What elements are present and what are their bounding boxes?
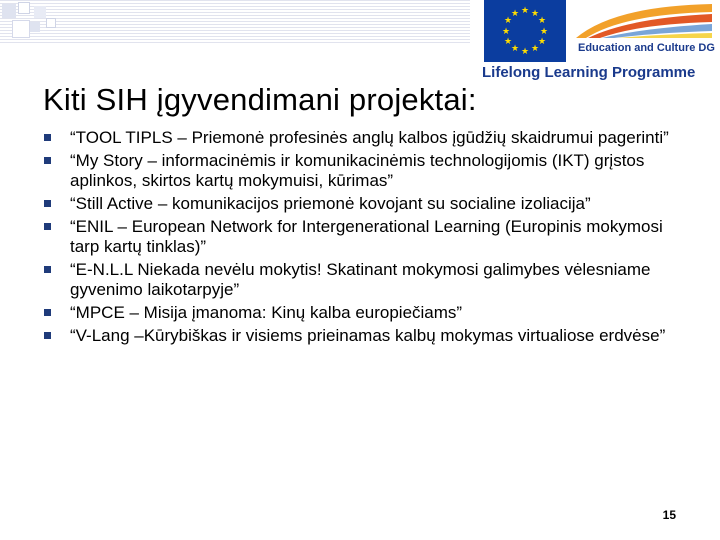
square-bullet-icon (44, 266, 51, 273)
page-number: 15 (662, 508, 676, 522)
list-item-text: “MPCE – Misija įmanoma: Kinų kalba europiečiams” (70, 303, 463, 322)
dg-label: Education and Culture DG (578, 42, 715, 54)
list-item (44, 303, 684, 323)
square-bullet-icon (44, 332, 51, 339)
square-bullet-icon (44, 223, 51, 230)
list-item-text: “Still Active – komunikacijos priemonė kovojant su socialine izoliacija” (70, 194, 591, 213)
svg-text:★: ★ (520, 47, 530, 57)
programme-label: Lifelong Learning Programme (482, 64, 696, 81)
programme-ribbon-logo (574, 0, 714, 40)
square-bullet-icon (44, 157, 51, 164)
svg-text:★: ★ (537, 37, 547, 47)
list-item-text: “V-Lang –Kūrybiškas ir visiems prieinamas kalbų mokymas virtualiose erdvėse” (70, 326, 666, 345)
list-item (44, 260, 684, 300)
decorative-squares (0, 0, 60, 44)
square-bullet-icon (44, 309, 51, 316)
list-item-text: “ENIL – European Network for Intergenerational Learning (Europinis mokymosi tarp kartų tinklas)” (70, 217, 663, 256)
list-item-text: “My Story – informacinėmis ir komunikacinėmis technologijomis (IKT) grįstos aplinkos, skirtos kartų mokymuisi, kūrimas” (70, 151, 645, 190)
list-item (44, 151, 684, 191)
eu-logo-area (474, 0, 720, 90)
svg-text:★: ★ (510, 44, 520, 54)
svg-text:★: ★ (530, 9, 540, 19)
square-bullet-icon (44, 200, 51, 207)
list-item (44, 326, 684, 346)
svg-text:★: ★ (503, 37, 513, 47)
svg-text:★: ★ (530, 44, 540, 54)
list-item (44, 194, 684, 214)
list-item (44, 217, 684, 257)
list-item (44, 128, 684, 148)
list-item-text: “TOOL TIPLS – Priemonė profesinės anglų kalbos įgūdžių skaidrumui pagerinti” (70, 128, 669, 147)
square-bullet-icon (44, 134, 51, 141)
svg-text:★: ★ (503, 16, 513, 26)
svg-text:★: ★ (539, 27, 549, 37)
svg-text:★: ★ (520, 6, 530, 16)
header-stripes (0, 0, 470, 44)
eu-flag-icon (484, 0, 566, 62)
svg-text:★: ★ (537, 16, 547, 26)
svg-text:★: ★ (510, 9, 520, 19)
slide-title: Kiti SIH įgyvendimani projektai: (43, 82, 477, 117)
project-list (44, 128, 684, 349)
list-item-text: “E-N.L.L Niekada nevėlu mokytis! Skatinant mokymosi galimybes vėlesniame gyvenimo laikotarpyje” (70, 260, 651, 299)
svg-text:★: ★ (501, 27, 511, 37)
